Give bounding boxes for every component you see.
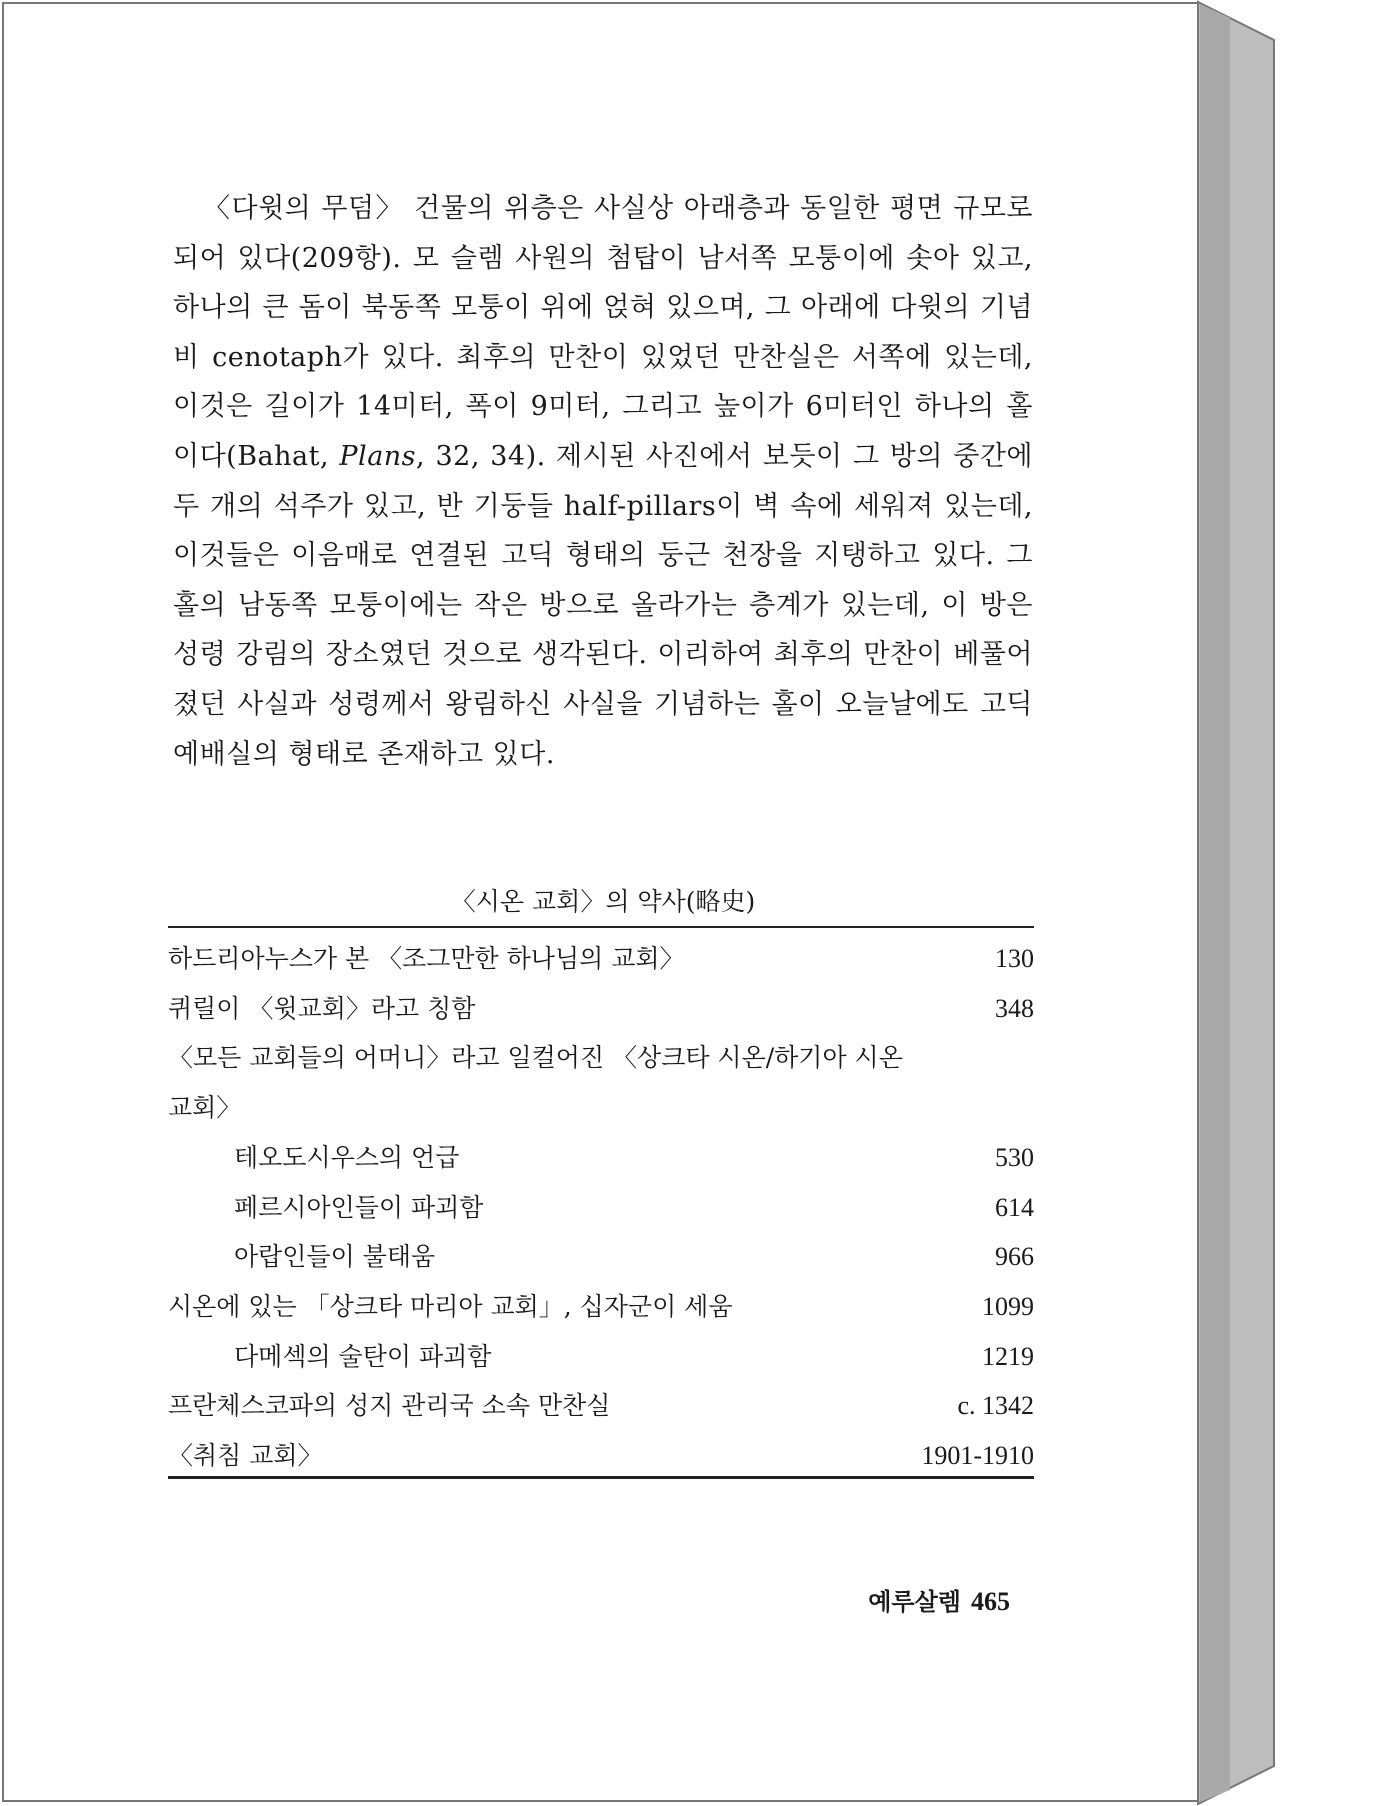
event-year: 1901-1910 bbox=[921, 1441, 1034, 1471]
chronology-row bbox=[168, 984, 1034, 1034]
running-title: 예루살렘 bbox=[868, 1588, 961, 1616]
body-text bbox=[173, 184, 1033, 779]
chronology-row bbox=[168, 1083, 1034, 1133]
chronology-row bbox=[168, 1232, 1034, 1282]
event-label: 교회〉 bbox=[168, 1093, 242, 1123]
event-label: 하드리아누스가 본 〈조그만한 하나님의 교회〉 bbox=[168, 944, 685, 973]
event-year: 130 bbox=[995, 944, 1034, 973]
chronology-row bbox=[168, 1183, 1034, 1233]
main-paragraph bbox=[173, 184, 1033, 779]
event-year: 530 bbox=[995, 1142, 1034, 1172]
event-year: 1219 bbox=[982, 1341, 1034, 1371]
page-number: 465 bbox=[971, 1587, 1010, 1616]
chronology-row bbox=[168, 1282, 1034, 1332]
event-year: 966 bbox=[995, 1242, 1034, 1272]
chronology-table bbox=[168, 934, 1034, 1481]
event-label: 〈취침 교회〉 bbox=[168, 1441, 323, 1471]
event-label: 다메섹의 술탄이 파괴함 bbox=[234, 1341, 492, 1371]
table-bottom-rule bbox=[168, 1476, 1034, 1479]
chronology-row bbox=[168, 1431, 1034, 1481]
event-year: 614 bbox=[995, 1192, 1034, 1222]
event-year: 348 bbox=[995, 993, 1034, 1023]
chronology-row bbox=[168, 934, 1034, 984]
event-label: 아랍인들이 불태움 bbox=[234, 1242, 436, 1272]
chronology-row bbox=[168, 1033, 1034, 1083]
event-year: 1099 bbox=[982, 1291, 1034, 1321]
paragraph-part-2: , 32, 34). 제시된 사진에서 보듯이 그 방의 중간에 두 개의 석주가 있고, 반 기둥들 half-pillars이 벽 속에 세워져 있는데, 이것들은 이음매로 연결된 고딕 형태의 둥근 천장을 지탱하고 있다. 그 홀의 남동쪽 모퉁이에는 작은 방으로 올라가는 층계가 있는데, 이 방은 성령 강림의 장소였던 것으로 생각된다. 이리하여 최후의 만찬이 베풀어졌던 사실과 성령께서 왕림하신 사실을 기념하는 홀이 오늘날에도 고딕 예배실의 형태로 존재하고 있다. bbox=[173, 440, 1033, 770]
event-label: 페르시아인들이 파괴함 bbox=[234, 1192, 484, 1222]
event-label: 〈모든 교회들의 어머니〉라고 일컬어진 〈상크타 시온/하기아 시온 bbox=[168, 1043, 903, 1073]
chronology-row bbox=[168, 1332, 1034, 1382]
paragraph-part-1: 〈다윗의 무덤〉 건물의 위층은 사실상 아래층과 동일한 평면 규모로 되어 있다(209항). 모 슬렘 사원의 첨탑이 남서쪽 모퉁이에 솟아 있고, 하나의 큰 돔이 북동쪽 모퉁이 위에 얹혀 있으며, 그 아래에 다윗의 기념비 cenotaph가 있다. 최후의 만찬이 있었던 만찬실은 서쪽에 있는데, 이것은 길이가 14미터, 폭이 9미터, 그리고 높이가 6미터인 하나의 홀이다(Bahat, bbox=[173, 193, 1033, 472]
event-label: 프란체스코파의 성지 관리국 소속 만찬실 bbox=[168, 1391, 611, 1421]
event-label: 테오도시우스의 언급 bbox=[234, 1142, 460, 1172]
running-footer bbox=[860, 1582, 1010, 1617]
event-year: c. 1342 bbox=[957, 1391, 1034, 1421]
event-label: 퀴릴이 〈윗교회〉라고 칭함 bbox=[168, 993, 476, 1023]
chronology-row bbox=[168, 1381, 1034, 1431]
chronology-row bbox=[168, 1133, 1034, 1183]
italic-title-plans: Plans bbox=[339, 440, 417, 472]
chronology-title: 〈시온 교회〉의 약사(略史) bbox=[450, 887, 756, 916]
event-label: 시온에 있는 「상크타 마리아 교회」, 십자군이 세움 bbox=[168, 1291, 733, 1321]
table-top-rule bbox=[168, 926, 1034, 928]
